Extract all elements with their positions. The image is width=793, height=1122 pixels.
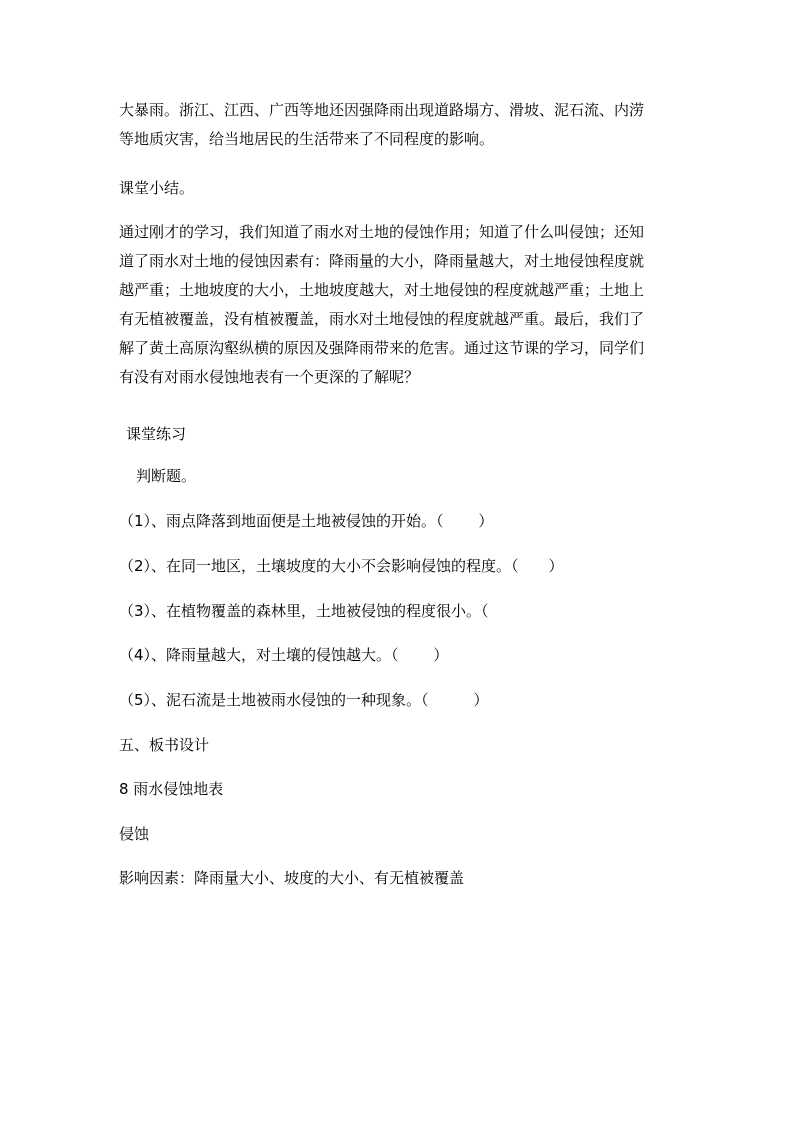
board-factors: 影响因素：降雨量大小、坡度的大小、有无植被覆盖 — [119, 869, 465, 887]
paragraph-intro — [119, 96, 679, 154]
practice-heading: 课堂练习 — [126, 425, 187, 443]
question-3: （3）、在植物覆盖的森林里，土地被侵蚀的程度很小。（ — [119, 602, 489, 620]
summary-heading: 课堂小结。 — [119, 179, 195, 197]
question-2: （2）、在同一地区，土壤坡度的大小不会影响侵蚀的程度。（ ） — [119, 557, 564, 575]
text-line: 越严重；土地坡度的大小，土地坡度越大，对土地侵蚀的程度就越严重；土地上 — [119, 281, 645, 299]
text-line: 道了雨水对土地的侵蚀因素有：降雨量的大小，降雨量越大，对土地侵蚀程度就 — [119, 252, 645, 270]
board-term: 侵蚀 — [119, 825, 150, 843]
question-4: （4）、降雨量越大，对土壤的侵蚀越大。（ ） — [119, 646, 449, 664]
text-line: 有无植被覆盖，没有植被覆盖，雨水对土地侵蚀的程度就越严重。最后，我们了 — [119, 310, 645, 328]
paragraph-summary — [119, 218, 679, 392]
question-5: （5）、泥石流是土地被雨水侵蚀的一种现象。（ ） — [119, 691, 489, 709]
text-line: 等地质灾害，给当地居民的生活带来了不同程度的影响。 — [119, 130, 495, 148]
question-1: （1）、雨点降落到地面便是土地被侵蚀的开始。（ ） — [119, 512, 494, 530]
text-line: 通过刚才的学习，我们知道了雨水对土地的侵蚀作用；知道了什么叫侵蚀；还知 — [119, 223, 645, 241]
board-title: 8 雨水侵蚀地表 — [119, 780, 224, 798]
text-line: 有没有对雨水侵蚀地表有一个更深的了解呢？ — [119, 368, 420, 386]
board-heading: 五、板书设计 — [119, 736, 210, 754]
judge-heading: 判断题。 — [136, 467, 197, 485]
text-line: 大暴雨。浙江、江西、广西等地还因强降雨出现道路塌方、滑坡、泥石流、内涝 — [119, 101, 645, 119]
text-line: 解了黄土高原沟壑纵横的原因及强降雨带来的危害。通过这节课的学习，同学们 — [119, 339, 645, 357]
